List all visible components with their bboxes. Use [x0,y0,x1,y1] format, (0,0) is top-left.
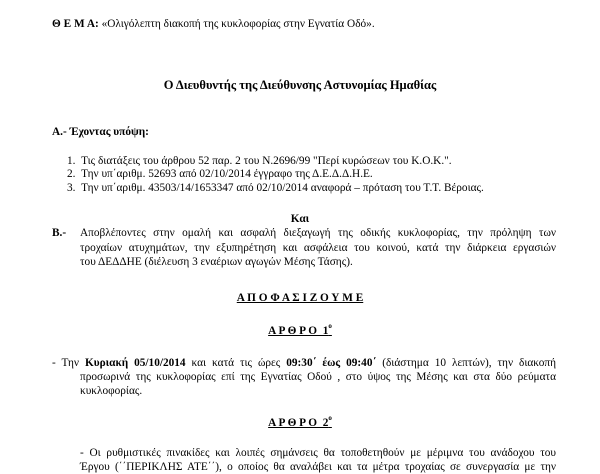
article-1-title-sup: ο [328,322,332,331]
article-1-line-1 [52,357,556,370]
article-2-line-1 [80,447,556,460]
considering-item-3: 3. Την υπ΄αριθμ. 43503/14/1653347 από 02/10/2014 αναφορά – πρόταση του Τ.Τ. Βέροιας. [67,182,484,194]
article-2-line-1-text: - Οι ρυθμιστικές πινακίδες και λοιπές σημάνσεις θα τοποθετηθούν με μέριμνα του ανάδοχου του [80,447,556,459]
b-section-label: Β.- [52,227,67,239]
article-1-title [0,322,600,338]
article-2-line-2-text: Έργου (΄΄ΠΕΡΙΚΛΗΣ ΑΤΕ΄΄), ο οποίος θα αναλάβει και τα μέτρα τροχαίας σε συνεργασία με την [80,461,556,473]
document-heading: Ο Διευθυντής της Διεύθυνσης Αστυνομίας Ημαθίας [163,78,437,92]
b-section-line-1 [80,227,556,240]
considering-item-1: 1. Τις διατάξεις του άρθρου 52 παρ. 2 του Ν.2696/99 "Περί κυρώσεων του Κ.Ο.Κ.". [67,155,452,167]
subject-text: «Ολιγόλεπτη διακοπή της κυκλοφορίας στην Εγνατία Οδό». [101,18,375,30]
article-2-title-text: Α Ρ Θ Ρ Ο 2 [268,417,329,429]
subject-label: Θ Ε Μ Α: [52,18,99,30]
article-1-line-3: κυκλοφορίας. [80,385,143,397]
b-section-line-1-text: Αποβλέποντες στην ομαλή και ασφαλή διεξαγωγή της οδικής κυκλοφορίας, την πρόληψη των [80,227,556,239]
subject-line [52,18,375,31]
article-1-line-2-text: προσωρινά της κυκλοφορίας επί της Εγνατίας Οδού , στο ύψος της Μέσης και στα δύο ρεύματα [80,371,556,383]
article-1-day: Κυριακή 05/10/2014 [84,357,186,369]
and-label: Και [290,213,310,225]
b-section-line-3: του ΔΕΔΔΗΕ (διέλευση 3 εναέριων αγωγών Μέσης Τάσης). [80,256,353,268]
decide-heading: Α Π Ο Φ Α Σ Ι Ζ Ο Υ Μ Ε [236,292,364,304]
article-1-title-text: Α Ρ Θ Ρ Ο 1 [268,325,329,337]
article-1-line-2 [80,371,556,384]
article-2-title [0,414,600,430]
article-1-time-from: 09:30΄ [286,357,317,369]
article-1-rest1: (διάστημα 10 λεπτών), την διακοπή [376,357,557,369]
article-1-prefix: - Την [52,357,85,369]
article-2-title-sup: ο [328,414,332,423]
article-1-mid2: έως [316,357,347,369]
article-1-time-to: 09:40΄ [346,357,377,369]
considering-item-2: 2. Την υπ΄αριθμ. 52693 από 02/10/2014 έγγραφο της Δ.Ε.Δ.Δ.Η.Ε. [67,168,373,180]
b-section-line-2-text: τροχαίων ατυχημάτων, την εξυπηρέτηση και ασφάλεια του κοινού, κατά την διάρκεια εργασιών [80,242,556,254]
b-section-line-2 [80,242,556,255]
article-1-mid1: και κατά τις ώρες [185,357,287,369]
considering-label: Α.- Έχοντας υπόψη: [52,126,149,138]
article-2-line-2 [80,461,556,474]
